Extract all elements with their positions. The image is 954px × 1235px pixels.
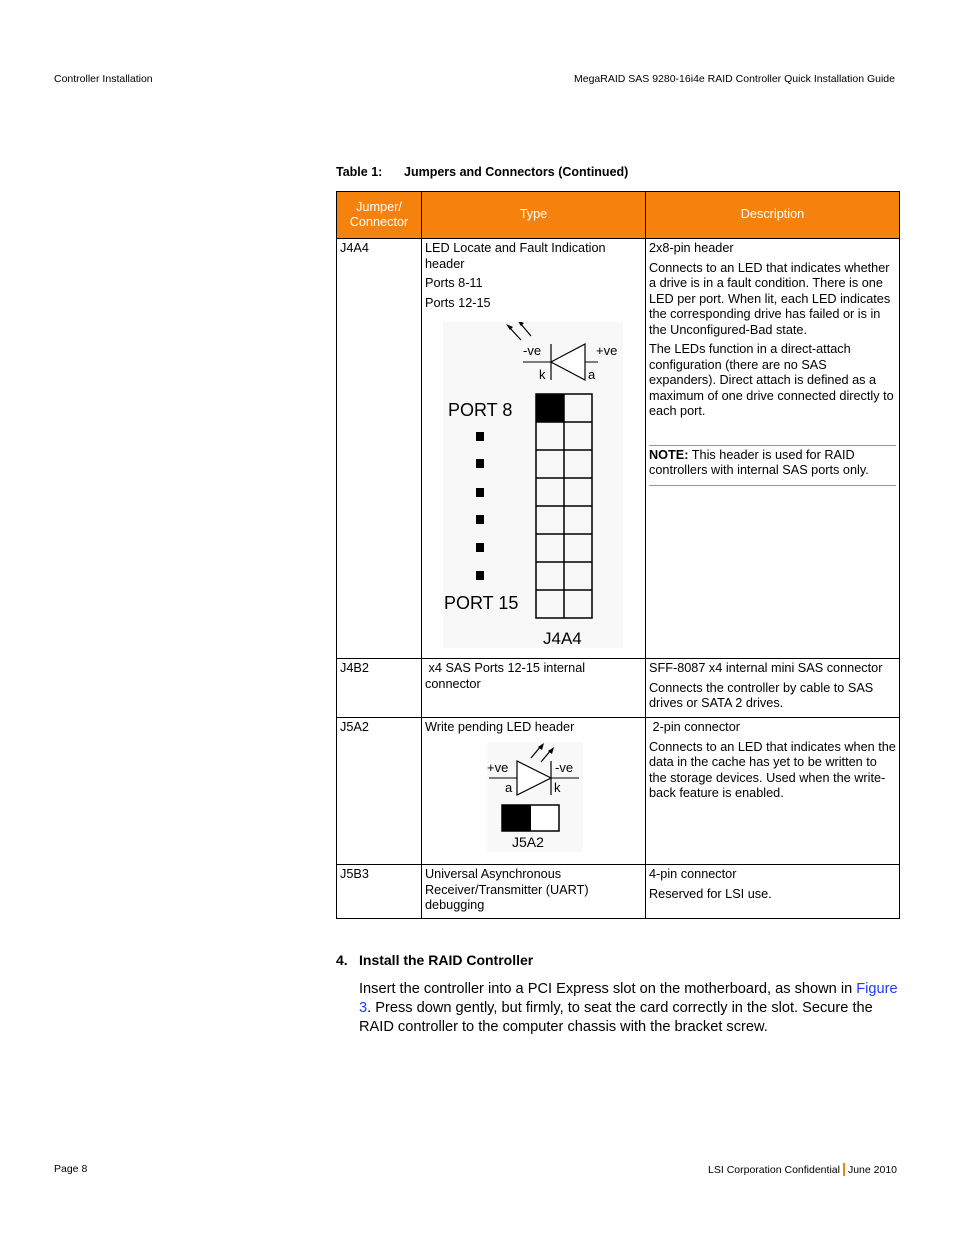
step-text-after: . Press down gently, but firmly, to seat the card correctly in the slot. Secure the RAID controller to the computer chassis with the bracket screw. — [359, 1000, 873, 1035]
table-caption-number: Table 1: — [336, 165, 383, 179]
description-line: Connects the controller by cable to SAS drives or SATA 2 drives. — [649, 680, 874, 710]
led-neg-label: -ve — [555, 759, 574, 775]
type-line: LED Locate and Fault Indication header — [425, 241, 606, 271]
type-line: Universal Asynchronous Receiver/Transmitter (UART) debugging — [425, 867, 589, 912]
led-pos-label: +ve — [596, 343, 618, 358]
j4a4-header-diagram — [443, 322, 623, 648]
type-cell — [422, 659, 646, 718]
footer-date: June 2010 — [847, 1164, 897, 1176]
led-neg-label: -ve — [523, 343, 542, 358]
note-text: This header is used for RAID controllers with internal SAS ports only. — [649, 447, 869, 477]
table-caption-title: Jumpers and Connectors (Continued) — [404, 165, 629, 179]
table-row — [337, 659, 900, 718]
type-line: x4 SAS Ports 12-15 internal connector — [425, 661, 589, 691]
pin-1-marker — [536, 394, 564, 422]
description-line: Connects to an LED that indicates whether a drive is in a fault condition. There is one LED per port. When lit, each LED indicates the corresponding drive has failed or is in the Unconfigured-Bad state. — [649, 260, 891, 337]
type-cell — [422, 865, 646, 919]
type-line: Ports 8-11 — [425, 276, 483, 290]
table-header-row — [337, 192, 900, 239]
page-number: Page 8 — [54, 1163, 88, 1175]
led-cathode-label: k — [554, 779, 561, 795]
step-title: Install the RAID Controller — [359, 952, 534, 968]
footer-right — [708, 1163, 897, 1176]
description-cell — [646, 865, 900, 919]
jumper-cell: J5A2 — [337, 718, 422, 865]
description-cell — [646, 239, 900, 659]
type-cell — [422, 718, 646, 865]
note-box — [649, 445, 896, 486]
column-header-type: Type — [422, 192, 646, 239]
description-line: Reserved for LSI use. — [649, 886, 772, 901]
column-header-jumper: Jumper/ Connector — [337, 192, 422, 239]
figure-3-link[interactable]: Figure 3 — [359, 981, 898, 1016]
port-bottom-label: PORT 15 — [444, 593, 519, 613]
type-line: Ports 12-15 — [425, 295, 491, 310]
jumpers-connectors-table — [336, 191, 900, 919]
led-pos-label: +ve — [487, 759, 509, 775]
type-cell — [422, 239, 646, 659]
description-line: 2x8-pin header — [649, 241, 734, 255]
step-heading — [336, 952, 533, 968]
table-row — [337, 718, 900, 865]
led-anode-label: a — [588, 367, 596, 382]
port-top-label: PORT 8 — [448, 400, 513, 420]
description-line: Connects to an LED that indicates when the data in the cache has yet to be written to the storage devices. Used when the write-back feature is enabled. — [649, 739, 896, 800]
jumper-cell: J4B2 — [337, 659, 422, 718]
description-line: The LEDs function in a direct-attach configuration (there are no SAS expanders). Direct attach is defined as a maximum of one drive connected directly to each port. — [649, 342, 894, 418]
led-cathode-label: k — [539, 367, 546, 382]
step-number: 4. — [336, 952, 348, 968]
table-caption — [336, 165, 628, 179]
description-line: SFF-8087 x4 internal mini SAS connector — [649, 661, 883, 675]
j5a2-header-diagram — [487, 742, 583, 852]
table-row — [337, 865, 900, 919]
jumper-cell: J5B3 — [337, 865, 422, 919]
description-line: 4-pin connector — [649, 867, 737, 881]
description-cell — [646, 718, 900, 865]
pin-1-marker — [502, 805, 531, 831]
running-header-section: Controller Installation — [54, 73, 153, 85]
description-cell — [646, 659, 900, 718]
confidentiality-label: LSI Corporation Confidential — [708, 1164, 840, 1176]
step-text-before: Insert the controller into a PCI Express slot on the motherboard, as shown in — [359, 981, 857, 997]
led-anode-label: a — [505, 779, 513, 795]
running-header-title: MegaRAID SAS 9280-16i4e RAID Controller Quick Installation Guide — [574, 73, 895, 85]
header-name-label: J5A2 — [512, 833, 544, 850]
type-line: Write pending LED header — [425, 720, 575, 734]
note-label: NOTE: — [649, 447, 689, 462]
header-name-label: J4A4 — [543, 629, 582, 648]
footer-divider — [843, 1163, 845, 1176]
table-row — [337, 239, 900, 659]
column-header-description: Description — [646, 192, 900, 239]
jumper-cell: J4A4 — [337, 239, 422, 659]
description-line: 2-pin connector — [649, 720, 740, 734]
step-paragraph — [359, 980, 899, 1037]
